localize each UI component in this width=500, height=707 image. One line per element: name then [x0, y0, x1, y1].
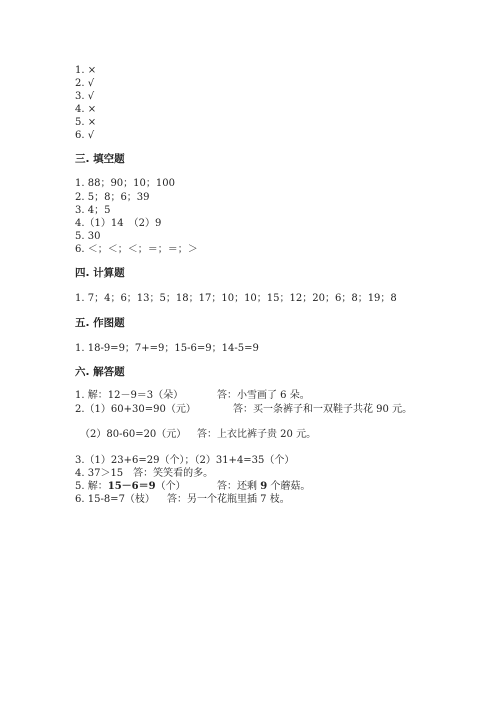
- judge-answer-2: 2. √: [75, 78, 95, 89]
- solve-q5-prefix: 5. 解：: [75, 481, 108, 492]
- solve-q5-equation: [75, 480, 186, 493]
- judge-answer-3: 3. √: [75, 91, 95, 102]
- draw-answer-1: 1. 18-9=9；7+=9；15-6=9；14-5=9: [75, 343, 259, 354]
- judge-answer-1: 1. ×: [75, 65, 97, 76]
- solve-q5-answer-prefix: 答：还剩: [217, 481, 261, 492]
- fill-answer-6: 6. ＜；＜；＜；＝；＝；＞: [75, 244, 198, 255]
- solve-q2a-answer: 答：买一条裤子和一双鞋子共花 90 元。: [233, 404, 413, 415]
- fill-answer-3: 3. 4；5: [75, 205, 111, 216]
- solve-q2a-equation: 2.（1）60+30=90（元）: [75, 404, 196, 415]
- fill-answer-4: 4.（1）14 （2）9: [75, 218, 162, 229]
- solve-q2b-answer: 答：上衣比裤子贵 20 元。: [197, 429, 317, 440]
- calc-answer-1: 1. 7；4；6；13；5；18；17；10；10；15；12；20；6；8；19；8: [75, 293, 397, 304]
- fill-heading: 三. 填空题: [75, 153, 125, 165]
- solve-q3: 3.（1）23+6=29（个）；（2）31+4=35（个）: [75, 455, 295, 466]
- judge-answer-4: 4. ×: [75, 104, 97, 115]
- judge-answer-6: 6. √: [75, 130, 95, 141]
- fill-answer-5: 5. 30: [75, 231, 101, 242]
- judge-answer-5: 5. ×: [75, 117, 97, 128]
- solve-q5-answer: [217, 480, 310, 493]
- solve-q6-equation: 6. 15-8=7（枝）: [75, 494, 155, 505]
- solve-q2b-equation: （2）80-60=20（元）: [80, 429, 187, 440]
- fill-answer-2: 2. 5；8；6；39: [75, 192, 150, 203]
- solve-heading: 六. 解答题: [75, 366, 125, 378]
- solve-q1-equation: 1. 解：12－9＝3（朵）: [75, 390, 184, 401]
- solve-q5-unit: （个）: [155, 481, 186, 492]
- solve-q1-answer: 答：小雪画了 6 朵。: [217, 390, 310, 401]
- solve-q4: 4. 37＞15 答：笑笑看的多。: [75, 468, 214, 479]
- fill-answer-1: 1. 88；90；10；100: [75, 178, 175, 189]
- solve-q5-expression: 15－6＝9: [107, 481, 156, 492]
- calc-heading: 四. 计算题: [75, 267, 125, 279]
- solve-q5-answer-suffix: 个蘑菇。: [267, 481, 311, 492]
- solve-q5-answer-number: 9: [260, 481, 268, 492]
- solve-q6-answer: 答：另一个花瓶里插 7 枝。: [167, 494, 290, 505]
- draw-heading: 五. 作图题: [75, 317, 125, 329]
